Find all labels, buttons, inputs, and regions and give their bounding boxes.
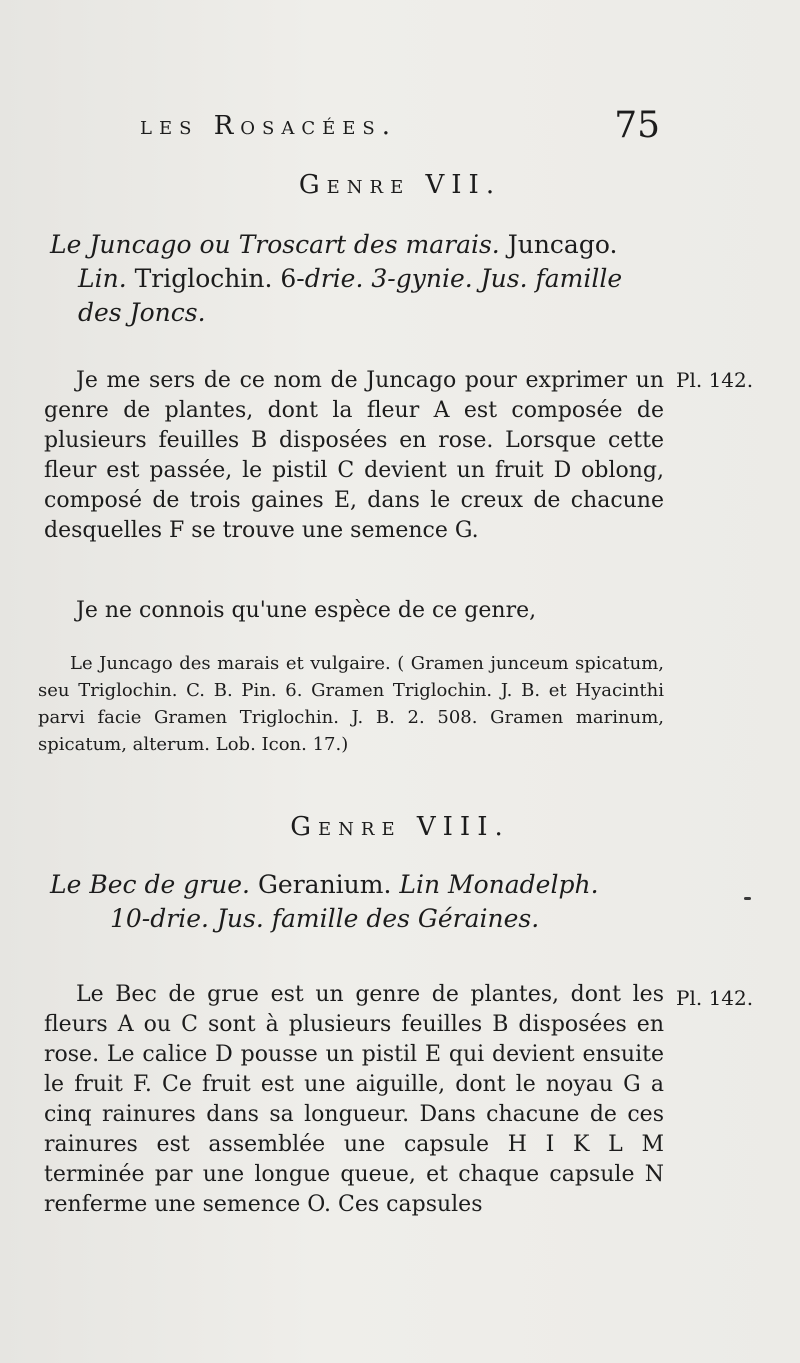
drie-label: drie.	[304, 264, 364, 293]
entry-title	[50, 228, 670, 330]
jussieu-family: Jus. famille	[472, 264, 623, 293]
entry-name: Le Juncago ou Troscart des marais.	[50, 230, 500, 259]
linnaean-class: Lin Monadelph.	[391, 870, 599, 899]
plate-reference: Pl. 142.	[676, 368, 754, 392]
entry-title	[50, 868, 670, 936]
plate-reference: Pl. 142.	[676, 986, 754, 1010]
genre-heading: Genre VIII.	[290, 812, 510, 842]
entry-name: Le Bec de grue.	[50, 870, 250, 899]
jussieu-family: 10-drie. Jus. famille des Géraines.	[110, 904, 540, 933]
ink-mark	[744, 897, 751, 900]
species-intro: Je ne connois qu'une espèce de ce genre,	[76, 598, 537, 623]
family-name: des Joncs.	[78, 298, 206, 327]
lin-label: Lin.	[78, 264, 127, 293]
species-synonymy: Le Juncago des marais et vulgaire. ( Gramen junceum spicatum, seu Triglochin. C. B. Pin. 6. Gramen Triglochin. J. B. et Hyacinthi parvi facie Gramen Triglochin. J. B. 2. 508. Gramen marinum, spicatum, alterum. Lob. Icon. 17.)	[38, 653, 664, 755]
linnaean-class: Triglochin. 6-	[126, 264, 305, 293]
genre-heading: Genre VII.	[298, 170, 502, 200]
description-paragraph: Je me sers de ce nom de Juncago pour exprimer un genre de plantes, dont la fleur A est composée de plusieurs feuilles B disposées en rose. Lorsque cette fleur est passée, le pistil C devient un fruit D oblong, composé de trois gaines E, dans le creux de chacune desquelles F se trouve une semence G.	[44, 368, 664, 543]
running-title: les Rosacées.	[140, 111, 397, 141]
gynie-label: 3-gynie.	[363, 264, 473, 293]
latin-name: Geranium.	[250, 870, 392, 899]
page-number: 75	[614, 105, 660, 146]
latin-name: Juncago.	[499, 230, 618, 259]
description-paragraph: Le Bec de grue est un genre de plantes, dont les fleurs A ou C sont à plusieurs feuilles B disposées en rose. Le calice D pousse un pistil E qui devient ensuite le fruit F. Ce fruit est une aiguille, dont le noyau G a cinq rainures dans sa longueur. Dans chacune de ces rainures est assemblée une capsule H I K L M terminée par une longue queue, et chaque capsule N renferme une semence O. Ces capsules	[44, 982, 664, 1217]
running-head	[140, 105, 660, 155]
